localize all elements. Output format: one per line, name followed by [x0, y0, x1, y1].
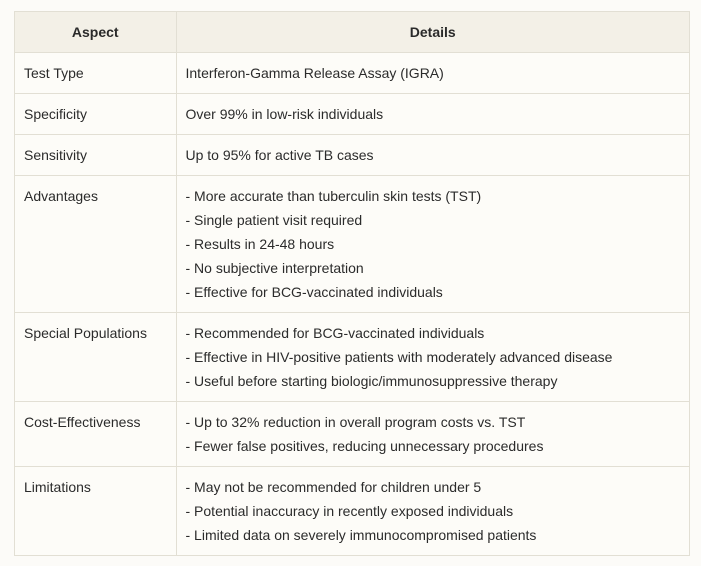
- header-details: Details: [176, 12, 689, 53]
- aspect-cell: Test Type: [15, 53, 176, 94]
- aspect-cell: Cost-Effectiveness: [15, 402, 176, 467]
- details-cell: [176, 313, 689, 402]
- table-row: [15, 313, 689, 402]
- table-row: [15, 467, 689, 556]
- detail-line: Over 99% in low-risk individuals: [185, 106, 384, 122]
- igra-comparison-table: [15, 12, 689, 555]
- details-cell: [176, 467, 689, 556]
- table-row: [15, 402, 689, 467]
- details-cell: [176, 135, 689, 176]
- detail-line: - Effective in HIV-positive patients with moderately advanced disease: [185, 349, 613, 365]
- detail-line: - More accurate than tuberculin skin tests (TST): [185, 188, 482, 204]
- table-row: [15, 135, 689, 176]
- details-cell: [176, 402, 689, 467]
- detail-line: - Recommended for BCG-vaccinated individuals: [185, 325, 485, 341]
- table-header: [15, 12, 689, 53]
- table-body: [15, 53, 689, 556]
- details-cell: [176, 53, 689, 94]
- igra-table-container: [14, 11, 690, 556]
- header-row: [15, 12, 689, 53]
- detail-line: - Limited data on severely immunocompromised patients: [185, 527, 537, 543]
- detail-line: - Results in 24-48 hours: [185, 236, 335, 252]
- detail-line: - Effective for BCG-vaccinated individuals: [185, 284, 443, 300]
- detail-line: Interferon-Gamma Release Assay (IGRA): [185, 65, 444, 81]
- aspect-cell: Sensitivity: [15, 135, 176, 176]
- aspect-cell: Limitations: [15, 467, 176, 556]
- header-aspect: Aspect: [15, 12, 176, 53]
- detail-line: - Useful before starting biologic/immunosuppressive therapy: [185, 373, 558, 389]
- table-row: [15, 176, 689, 313]
- aspect-cell: Special Populations: [15, 313, 176, 402]
- detail-line: - Up to 32% reduction in overall program costs vs. TST: [185, 414, 526, 430]
- details-cell: [176, 176, 689, 313]
- detail-line: - Fewer false positives, reducing unnecessary procedures: [185, 438, 544, 454]
- table-row: [15, 94, 689, 135]
- detail-line: - Single patient visit required: [185, 212, 363, 228]
- aspect-cell: Specificity: [15, 94, 176, 135]
- detail-line: - No subjective interpretation: [185, 260, 364, 276]
- aspect-cell: Advantages: [15, 176, 176, 313]
- detail-line: Up to 95% for active TB cases: [185, 147, 374, 163]
- detail-line: - May not be recommended for children under 5: [185, 479, 482, 495]
- table-row: [15, 53, 689, 94]
- details-cell: [176, 94, 689, 135]
- detail-line: - Potential inaccuracy in recently exposed individuals: [185, 503, 514, 519]
